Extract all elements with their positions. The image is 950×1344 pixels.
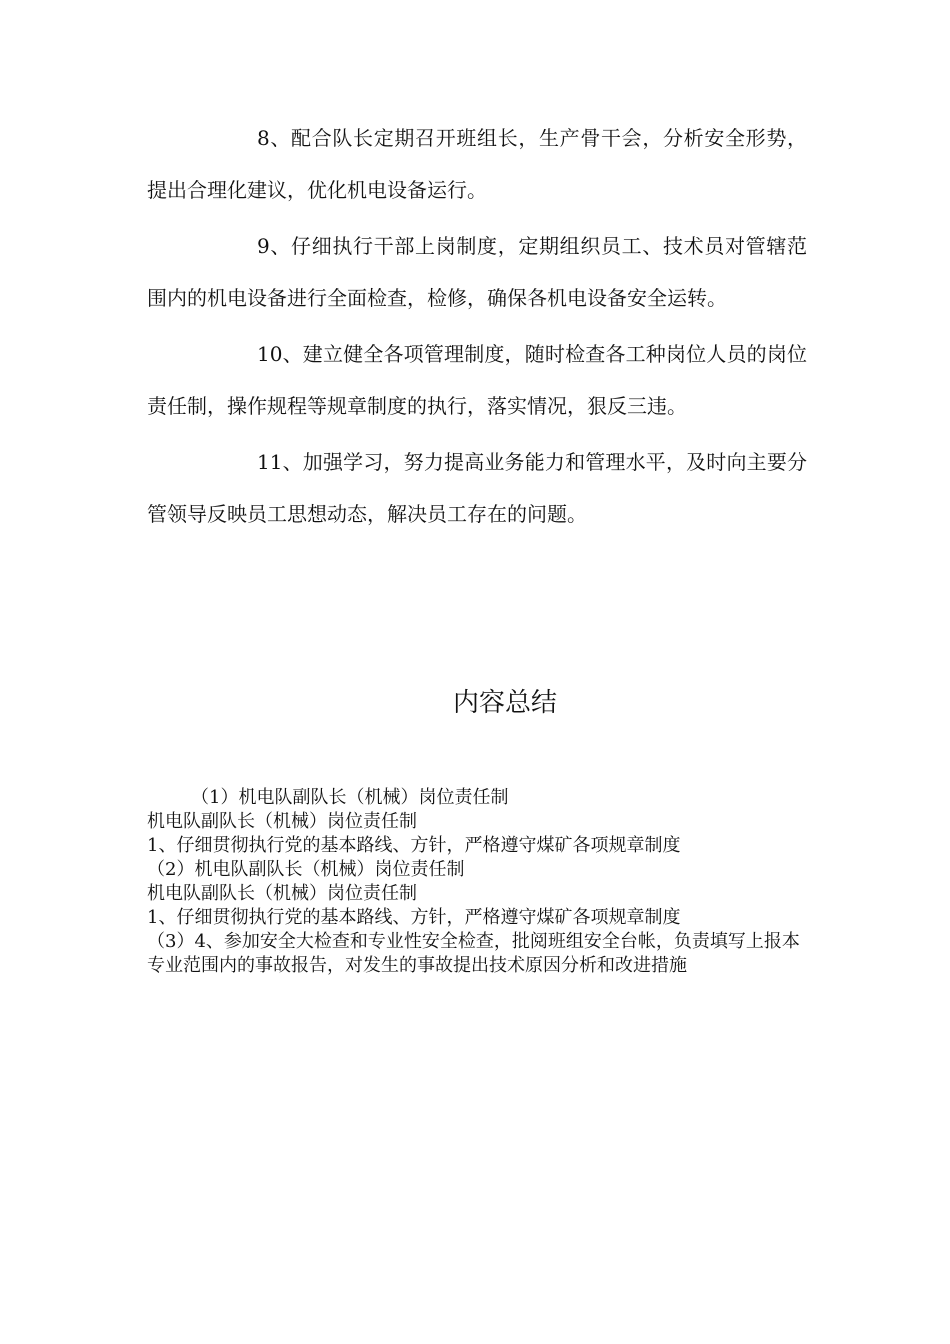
summary-line: （1）机电队副队长（机械）岗位责任制 bbox=[191, 787, 509, 808]
summary-line: 机电队副队长（机械）岗位责任制 bbox=[147, 811, 417, 832]
summary-line: 1、仔细贯彻执行党的基本路线、方针，严格遵守煤矿各项规章制度 bbox=[147, 835, 681, 856]
summary-block bbox=[147, 786, 807, 978]
responsibility-list bbox=[147, 112, 807, 544]
summary-heading: 内容总结 bbox=[452, 688, 557, 718]
list-item: 8、配合队长定期召开班组长，生产骨干会，分析安全形势，提出合理化建议，优化机电设备运行。 bbox=[147, 126, 807, 202]
summary-line: 机电队副队长（机械）岗位责任制 bbox=[147, 883, 417, 904]
list-item: 10、建立健全各项管理制度，随时检查各工种岗位人员的岗位责任制，操作规程等规章制度的执行，落实情况，狠反三违。 bbox=[147, 342, 807, 418]
summary-line: （3）4、参加安全大检查和专业性安全检查，批阅班组安全台帐，负责填写上报本专业范围内的事故报告，对发生的事故提出技术原因分析和改进措施 bbox=[147, 931, 800, 976]
summary-line: （2）机电队副队长（机械）岗位责任制 bbox=[147, 859, 465, 880]
list-item: 9、仔细执行干部上岗制度，定期组织员工、技术员对管辖范围内的机电设备进行全面检查，检修，确保各机电设备安全运转。 bbox=[147, 234, 807, 310]
list-item: 11、加强学习，努力提高业务能力和管理水平，及时向主要分管领导反映员工思想动态，解决员工存在的问题。 bbox=[147, 450, 807, 526]
summary-line: 1、仔细贯彻执行党的基本路线、方针，严格遵守煤矿各项规章制度 bbox=[147, 907, 681, 928]
